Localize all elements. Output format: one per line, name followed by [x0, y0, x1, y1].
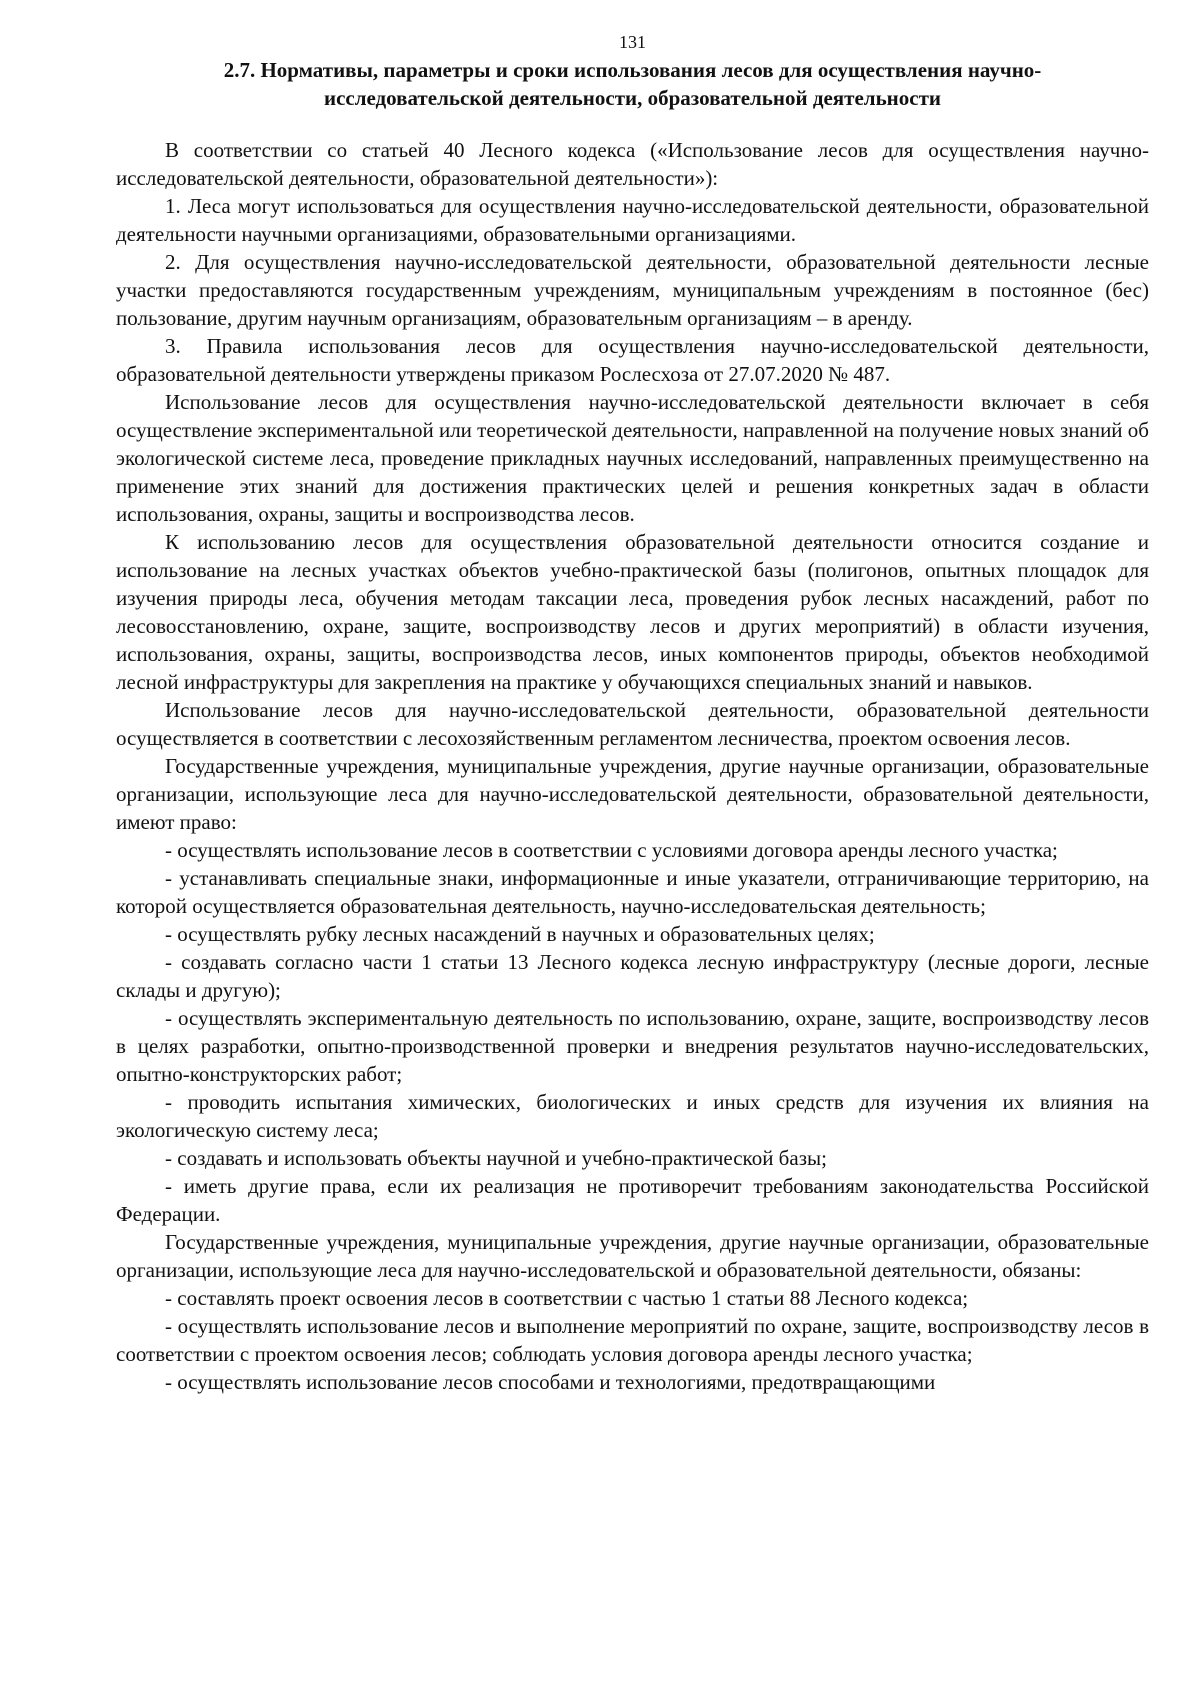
paragraph-duties-intro: Государственные учреждения, муниципальные учреждения, другие научные организации, образовательные организации, использующие леса для научно-исследовательской и образовательной деятельности, обязаны: [116, 1230, 1149, 1282]
list-item-duty: - осуществлять использование лесов способами и технологиями, предотвращающими [165, 1370, 936, 1394]
list-item-right: - иметь другие права, если их реализация не противоречит требованиям законодательства Российской Федерации. [116, 1174, 1149, 1226]
list-item-right: - создавать и использовать объекты научной и учебно-практической базы; [165, 1146, 827, 1170]
section-heading-line-1: 2.7. Нормативы, параметры и сроки использования лесов для осуществления научно- [223, 58, 1042, 82]
page-number: 131 [619, 32, 646, 52]
list-item-duty: - осуществлять использование лесов и выполнение мероприятий по охране, защите, воспроизводству лесов в соответствии с проектом освоения лесов; соблюдать условия договора аренды лесного участка; [116, 1314, 1149, 1366]
body-text [116, 136, 1149, 1396]
list-item-right: - проводить испытания химических, биологических и иных средств для изучения их влияния на экологическую систему леса; [116, 1090, 1149, 1142]
paragraph-item-2: 2. Для осуществления научно-исследовательской деятельности, образовательной деятельности лесные участки предоставляются государственным учреждениям, муниципальным учреждениям в постоянное (бес) пользование, другим научным организациям, образовательным организациям – в аренду. [116, 250, 1149, 330]
section-heading [156, 56, 1109, 112]
list-item-right: - устанавливать специальные знаки, информационные и иные указатели, отграничивающие территорию, на которой осуществляется образовательная деятельность, научно-исследовательская деятельность; [116, 866, 1149, 918]
list-item-right: - осуществлять использование лесов в соответствии с условиями договора аренды лесного участка; [165, 838, 1058, 862]
list-item-right: - осуществлять экспериментальную деятельность по использованию, охране, защите, воспроизводству лесов в целях разработки, опытно-производственной проверки и внедрения результатов научно-исследовательских, опытно-конструкторских работ; [116, 1006, 1149, 1086]
document-page [116, 30, 1149, 1396]
paragraph-regulation: Использование лесов для научно-исследовательской деятельности, образовательной деятельности осуществляется в соответствии с лесохозяйственным регламентом лесничества, проектом освоения лесов. [116, 698, 1149, 750]
paragraph-intro: В соответствии со статьей 40 Лесного кодекса («Использование лесов для осуществления научно-исследовательской деятельности, образовательной деятельности»): [116, 138, 1149, 190]
paragraph-research-definition: Использование лесов для осуществления научно-исследовательской деятельности включает в себя осуществление экспериментальной или теоретической деятельности, направленной на получение новых знаний об экологической системе леса, проведение прикладных научных исследований, направленных преимущественно на применение этих знаний для достижения практических целей и решения конкретных задач в области использования, охраны, защиты и воспроизводства лесов. [116, 390, 1149, 526]
paragraph-item-1: 1. Леса могут использоваться для осуществления научно-исследовательской деятельности, образовательной деятельности научными организациями, образовательными организациями. [116, 194, 1149, 246]
list-item-duty: - составлять проект освоения лесов в соответствии с частью 1 статьи 88 Лесного кодекса; [165, 1286, 969, 1310]
list-item-right: - осуществлять рубку лесных насаждений в научных и образовательных целях; [165, 922, 875, 946]
section-heading-line-2: исследовательской деятельности, образовательной деятельности [323, 86, 942, 110]
list-item-right: - создавать согласно части 1 статьи 13 Лесного кодекса лесную инфраструктуру (лесные дороги, лесные склады и другую); [116, 950, 1149, 1002]
paragraph-rights-intro: Государственные учреждения, муниципальные учреждения, другие научные организации, образовательные организации, использующие леса для научно-исследовательской деятельности, образовательной деятельности, имеют право: [116, 754, 1149, 834]
paragraph-item-3: 3. Правила использования лесов для осуществления научно-исследовательской деятельности, образовательной деятельности утверждены приказом Рослесхоза от 27.07.2020 № 487. [116, 334, 1149, 386]
paragraph-education-definition: К использованию лесов для осуществления образовательной деятельности относится создание и использование на лесных участках объектов учебно-практической базы (полигонов, опытных площадок для изучения природы леса, обучения методам таксации леса, проведения рубок лесных насаждений, работ по лесовосстановлению, охране, защите, воспроизводству лесов и других мероприятий) в области изучения, использования, охраны, защиты, воспроизводства лесов, иных компонентов природы, объектов необходимой лесной инфраструктуры для закрепления на практике у обучающихся специальных знаний и навыков. [116, 530, 1149, 694]
